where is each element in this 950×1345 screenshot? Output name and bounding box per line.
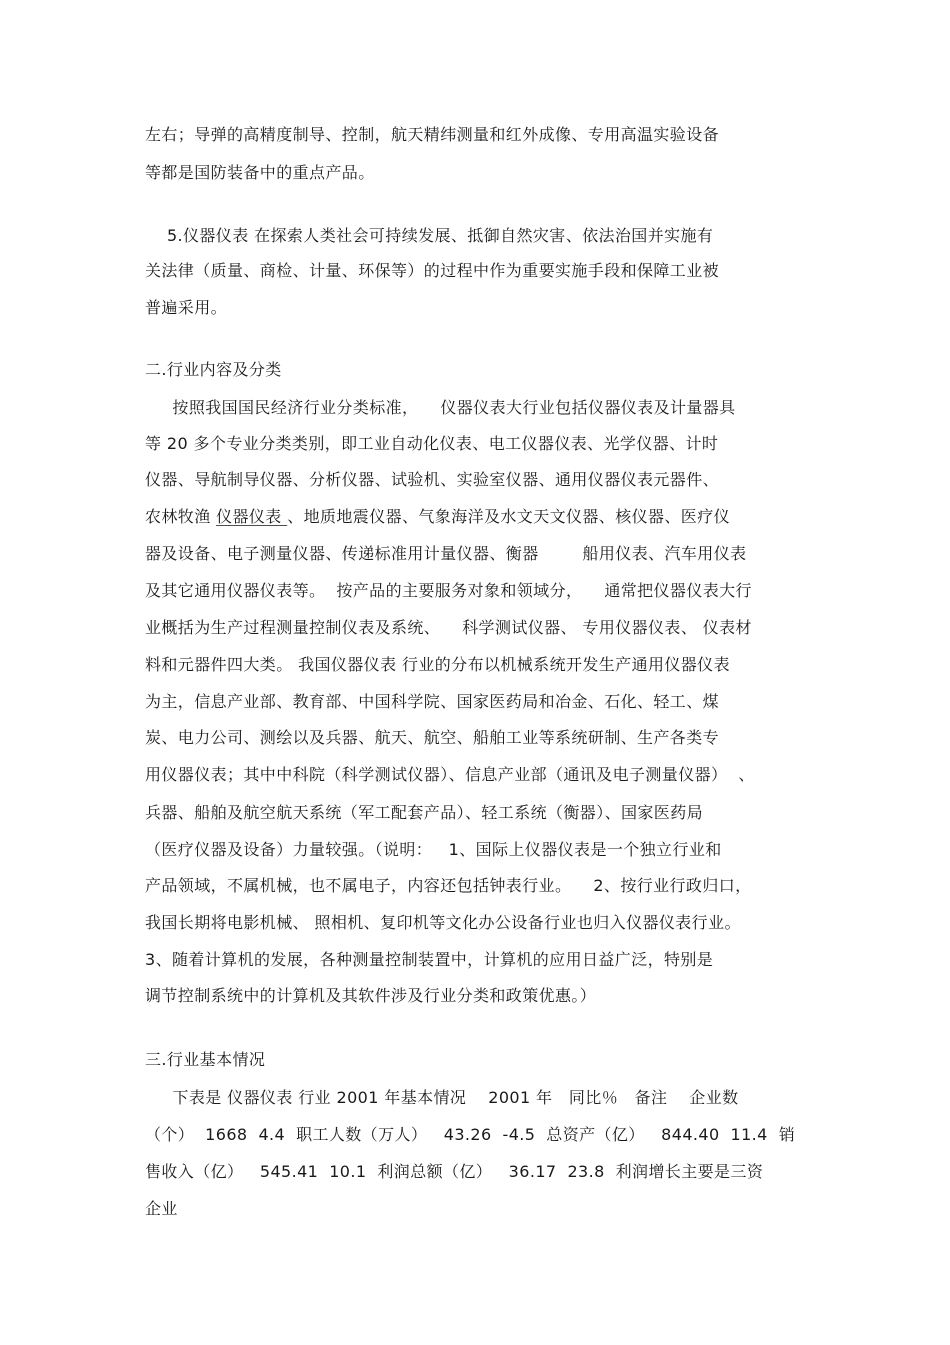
section-heading: 二.行业内容及分类 [145,360,282,379]
body-text-line: 我国长期将电影机械、 照相机、复印机等文化办公设备行业也归入仪器仪表行业。 [145,913,741,932]
body-text-line: 企业 [145,1199,178,1218]
body-text-line: 5.仪器仪表 在探索人类社会可持续发展、抵御自然灾害、依法治国并实施有 [145,226,714,245]
body-text-line: 普遍采用。 [145,298,228,317]
body-text-line: 等 20 多个专业分类类别，即工业自动化仪表、电工仪器仪表、光学仪器、计时 [145,434,719,453]
body-text-line: 及其它通用仪器仪表等。 按产品的主要服务对象和领域分， 通常把仪器仪表大行 [145,581,752,600]
body-text-line: 调节控制系统中的计算机及其软件涉及行业分类和政策优惠。） [145,986,597,1005]
body-text-line: 为主，信息产业部、教育部、中国科学院、国家医药局和冶金、石化、轻工、煤 [145,692,720,711]
body-text-line [145,506,730,528]
body-text-line: 产品领域，不属机械，也不属电子，内容还包括钟表行业。 2、按行业行政归口， [145,876,752,895]
body-text-line: 下表是 仪器仪表 行业 2001 年基本情况 2001 年 同比％ 备注 企业数 [145,1088,739,1107]
body-text-line: （医疗仪器及设备）力量较强。（说明： 1、国际上仪器仪表是一个独立行业和 [145,840,722,859]
body-text-line: 售收入（亿） 545.41 10.1 利润总额（亿） 36.17 23.8 利润增长主要是三资 [145,1162,764,1181]
body-text-line: 兵器、船舶及航空航天系统（军工配套产品）、轻工系统（衡器）、国家医药局 [145,803,704,822]
body-text-line: 3、随着计算机的发展，各种测量控制装置中，计算机的应用日益广泛，特别是 [145,950,714,969]
body-text-line: 关法律（质量、商检、计量、环保等）的过程中作为重要实施手段和保障工业被 [145,261,720,280]
body-text-line: （个） 1668 4.4 职工人数（万人） 43.26 -4.5 总资产（亿） 844.40 11.4 销 [145,1125,796,1144]
body-text-line: 炭、电力公司、测绘以及兵器、航天、航空、船舶工业等系统研制、生产各类专 [145,728,720,747]
instrument-link[interactable]: 仪器仪表 [216,507,288,526]
text-segment: 、地质地震仪器、气象海洋及水文天文仪器、核仪器、医疗仪 [287,507,730,526]
body-text-line: 料和元器件四大类。 我国仪器仪表 行业的分布以机械系统开发生产通用仪器仪表 [145,655,730,674]
text-segment: 农林牧渔 [145,507,217,526]
body-text-line: 用仪器仪表；其中中科院（科学测试仪器）、信息产业部（通讯及电子测量仪器） 、 [145,765,755,784]
body-text-line: 等都是国防装备中的重点产品。 [145,163,375,182]
body-text-line: 按照我国国民经济行业分类标准， 仪器仪表大行业包括仪器仪表及计量器具 [145,398,736,417]
body-text-line: 业概括为生产过程测量控制仪表及系统、 科学测试仪器、 专用仪器仪表、 仪表材 [145,618,752,637]
body-text-line: 器及设备、电子测量仪器、传递标准用计量仪器、衡器 船用仪表、汽车用仪表 [145,544,747,563]
body-text-line: 仪器、导航制导仪器、分析仪器、试验机、实验室仪器、通用仪器仪表元器件、 [145,470,720,489]
section-heading: 三.行业基本情况 [145,1050,266,1069]
body-text-line: 左右；导弹的高精度制导、控制，航天精纬测量和红外成像、专用高温实验设备 [145,125,720,144]
